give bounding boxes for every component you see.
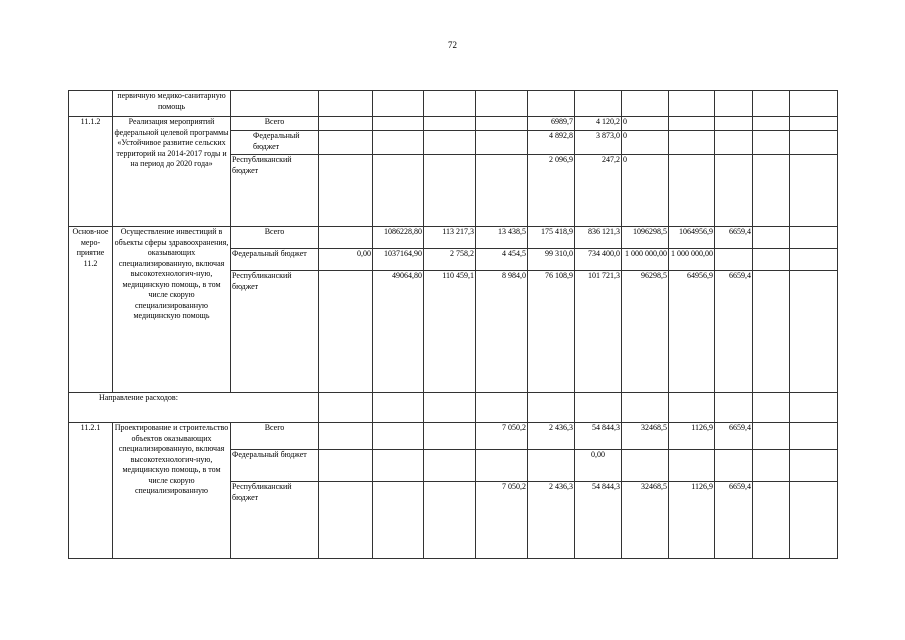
cell-source: Всего	[231, 227, 319, 249]
cell-code: 11.2.1	[69, 423, 113, 559]
cell-source: Федеральный бюджет	[231, 249, 319, 271]
cell-source: Республиканский бюджет	[231, 271, 319, 393]
table-row: Республиканский бюджет 2 096,9 247,2 0	[69, 155, 838, 227]
cell-source: Федеральный бюджет	[231, 131, 319, 155]
cell-source: Республиканский бюджет	[231, 482, 319, 559]
table-row-section	[69, 393, 838, 423]
cell-name: Реализация мероприятий федеральной целевой программы «Устойчивое развитие сельских территорий на 2014-2017 годы и на период до 2020 года»	[113, 117, 231, 227]
table-row-continuation	[69, 91, 838, 117]
page-number: 72	[448, 40, 457, 50]
table-row: Федеральный бюджет 4 892,8 3 873,0 0	[69, 131, 838, 155]
cell-name: Осуществление инвестиций в объекты сферы здравоохранения, оказывающих специализированную, включая высокотехнологич-ную, медицинскую помощь, в том числе скорую специализированную медицинскую помощь	[113, 227, 231, 393]
cell-source: Всего	[231, 423, 319, 450]
table-row: Республиканский бюджет 7 050,2 2 436,3 54 844,3 32468,5 1126,9 6659,4	[69, 482, 838, 559]
table-row: Основ-ное меро-приятие 11.2 Осуществление инвестиций в объекты сферы здравоохранения, оказывающих специализированную, включая высокотехнологич-ную, медицинскую помощь, в том числе скорую специализированную медицинскую помощь Всего 1086228,80 113 217,3 13 438,5 175 418,9 836 121,3 1096298,5 1064956,9 6659,4	[69, 227, 838, 249]
cell-source: Всего	[231, 117, 319, 131]
section-label: Направление расходов:	[69, 393, 319, 423]
budget-table	[68, 90, 838, 559]
table-row: Федеральный бюджет 0,00	[69, 450, 838, 482]
cell-source: Федеральный бюджет	[231, 450, 319, 482]
table-row: 11.2.1 Проектирование и строительство объектов оказывающих специализированную, включая высокотехнологич-ную, медицинскую помощь, в том числе скорую специализированную Всего 7 050,2 2 436,3 54 844,3 32468,5 1126,9 6659,4	[69, 423, 838, 450]
cell-code	[69, 91, 113, 117]
table-row: 11.1.2 Реализация мероприятий федеральной целевой программы «Устойчивое развитие сельских территорий на 2014-2017 годы и на период до 2020 года» Всего 6989,7 4 120,2 0	[69, 117, 838, 131]
cell-source: Республиканский бюджет	[231, 155, 319, 227]
cell-name: Проектирование и строительство объектов оказывающих специализированную, включая высокотехнологич-ную, медицинскую помощь, в том числе скорую специализированную	[113, 423, 231, 559]
cell-name: первичную медико-санитарную помощь	[113, 91, 231, 117]
table-row: Федеральный бюджет 0,00 1037164,90 2 758,2 4 454,5 99 310,0 734 400,0 1 000 000,00 1 000 000,00	[69, 249, 838, 271]
table-row: Республиканский бюджет 49064,80 110 459,1 8 984,0 76 108,9 101 721,3 96298,5 64956,9 6659,4	[69, 271, 838, 393]
cell-code: Основ-ное меро-приятие 11.2	[69, 227, 113, 393]
cell-code: 11.1.2	[69, 117, 113, 227]
